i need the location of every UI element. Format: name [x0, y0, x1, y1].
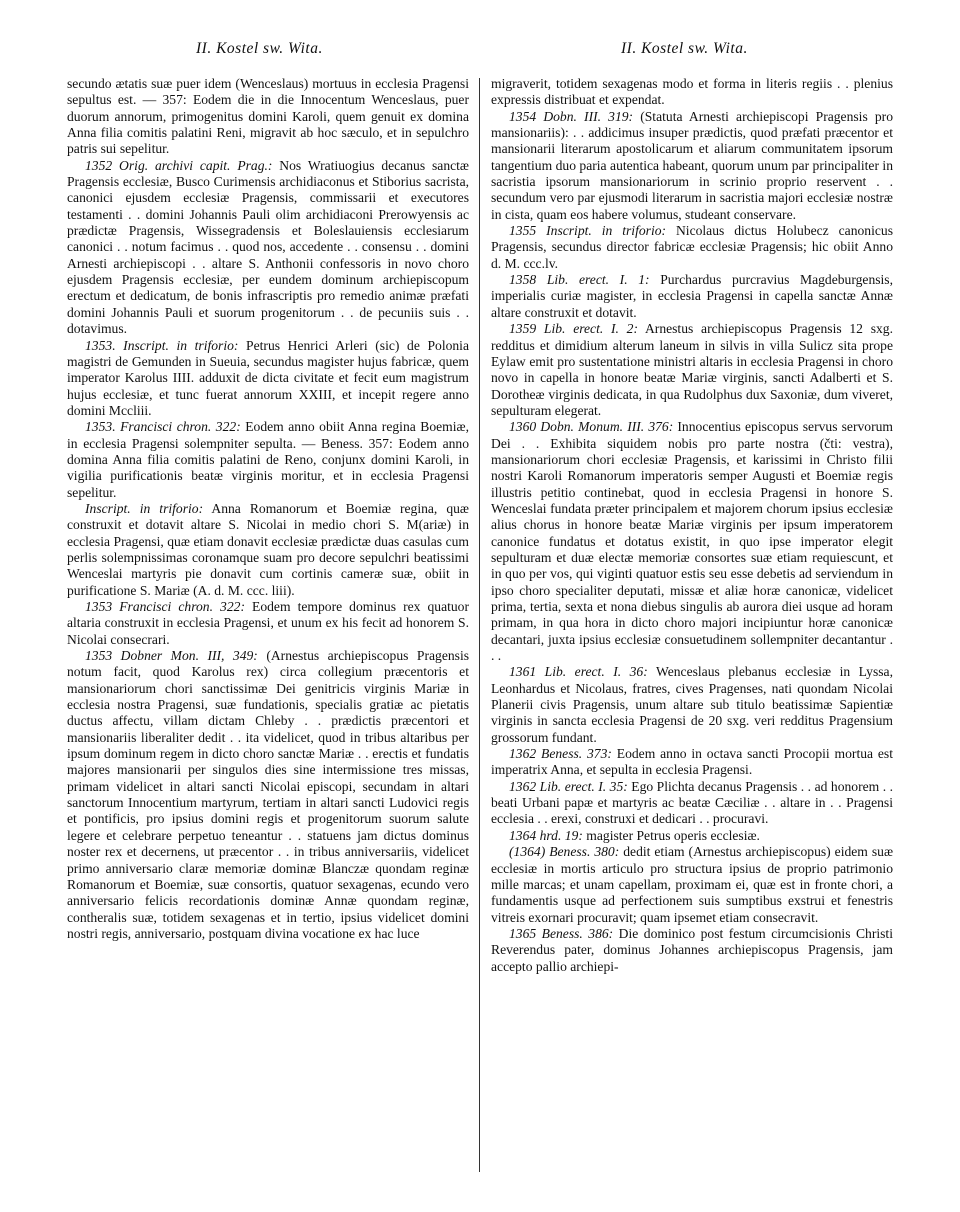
paragraph: 1361 Lib. erect. I. 36: Wenceslaus plebanus ecclesiæ in Lyssa, Leonhardus et Nicolaus, fratres, cives Pragenses, nati quondam Nicolai Planerii civis Pragensis, unum altare sub titulo beatissimæ Sapientiæ virginis in sancta ecclesia Pragensi de 20 sxg. veri redditus Pragensium grossorum fundant. — [491, 664, 893, 745]
paragraph: migraverit, totidem sexagenas modo et forma in literis regiis . . plenius expressis distribuat et expendat. — [491, 76, 893, 108]
paragraph: (1364) Beness. 380: dedit etiam (Arnestus archiepiscopus) eidem suæ ecclesiæ in mortis articulo pro structura ipsius de proprio patrimonio mille marcas; et unam capellam, proximam ei, quæ est in fronte chori, a fundamentis usque ad perfectionem suis sumptibus exstrui et fenestris vitreis exornari procuravit; quam ipsemet etiam consecravit. — [491, 844, 894, 925]
paragraph: 1364 hrd. 19: magister Petrus operis ecclesiæ. — [509, 827, 760, 843]
paragraph: 1359 Lib. erect. I. 2: Arnestus archiepiscopus Pragensis 12 sxg. redditus et dimidium alterum laneum in silvis in villa Sulicz sita prope Eylaw emit pro sustentatione ministri altaris in ecclesia Pragensi in choro novo in capella in honore beatæ Mariæ virginis, sancti Adalberti et S. Dorotheæ virginis dedicata, in qua Rudolphus dux Saxoniæ, dum viveret, sepulturam elegerat. — [491, 321, 893, 418]
paragraph: 1362 Lib. erect. I. 35: Ego Plichta decanus Pragensis . . ad honorem . . beati Urbani papæ et martyris ac beatæ Cæciliæ . . altare in . . Pragensi ecclesia . . erexi, construxi et dedicari . . procuravi. — [491, 778, 893, 827]
paragraph: 1353 Francisci chron. 322: Eodem tempore dominus rex quatuor altaria construxit in ecclesia Pragensi, et unum ex his fecit ad honorem S. Nicolai consecrari. — [67, 599, 470, 647]
paragraph: 1353. Francisci chron. 322: Eodem anno obiit Anna regina Boemiæ, in ecclesia Pragensi solempniter sepulta. — Beness. 357: Eodem anno domina Anna filia comitis palatini de Reno, conjunx domini Karoli, in vigilia purificationis beatæ virginis moritur, et in ecclesia Pragensi sepelitur. — [67, 419, 469, 500]
paragraph: 1365 Beness. 386: Die dominico post festum circumcisionis Christi Reverendus pater, dominus Johannes archiepiscopus Pragensis, jam accepto pallio archiepi- — [491, 925, 893, 974]
paragraph: 1355 Inscript. in triforio: Nicolaus dictus Holubecz canonicus Pragensis, secundus director fabricæ ecclesiæ Pragensis; hic obiit Anno d. M. ccc.lv. — [491, 223, 893, 271]
paragraph: 1362 Beness. 373: Eodem anno in octava sancti Procopii mortua est imperatrix Anna, et sepulta in ecclesia Pragensi. — [491, 746, 893, 778]
paragraph: 1358 Lib. erect. I. 1: Purchardus purcravius Magdeburgensis, imperialis curiæ magister, in ecclesia Pragensi in capella sanctæ Annæ altare construxit et dotavit. — [491, 272, 893, 320]
paragraph: 1354 Dobn. III. 319: (Statuta Arnesti archiepiscopi Pragensis pro mansionariis): . . addicimus insuper prædictis, quod præfati præcentor et mansionarii literarum apostolicarum et aliarum communitatem ipsorum tangentium duo paria autentica habeant, quorum unum par principaliter in sacristia ipsorum mansionariorum in scrinio proprio reservent . . secundum vero par ejusmodi literarum in sacristia majori ecclesiæ nostræ in cista, quam eos habere volumus, studeant conservare. — [491, 108, 893, 222]
paragraph: secundo ætatis suæ puer idem (Wenceslaus) mortuus in ecclesia Pragensi sepultus est. — 357: Eodem die in die Innocentum Wenceslaus, puer duorum annorum, primogenitus domini Karoli, quem genuit ex domina Anna filia comitis palatini Reni, migravit ab hoc sæculo, et in sepulchro patris sui sepelitur. — [67, 76, 469, 157]
paragraph: 1353. Inscript. in triforio: Petrus Henrici Arleri (sic) de Polonia magistri de Gemunden in Sueuia, secundus magister hujus fabricæ, quem imperator Karolus IIII. adduxit de dicta civitate et fecit eum magistrum hujus ecclesiæ, et tunc fuerat annorum XXIII, et incepit regere anno domini Mccliii. — [67, 337, 469, 418]
left-column — [67, 76, 469, 942]
paragraph: 1353 Dobner Mon. III, 349: (Arnestus archiepiscopus Pragensis notum facit, quod Karolus rex) circa collegium præcentoris et mansionariorum chori sanctissimæ Dei genitricis virginis Mariæ in ecclesia nostra Pragensi, suæ fundationis, specialis gratiæ ac pietatis ductus affectu, villam dictam Chleby . . prædictis præcentori et mansionariis liberaliter dedit . . ita videlicet, quod in tribus altaribus per ipsum dominum regem in dicto choro sanctæ Mariæ . . erectis et fundatis majores mansionarii per singulos dies sine intermissione tres missas, primam videlicet in altari sancti Nicolai episcopi, secundam in altari sanctorum Innocentium martyrum, tertiam in altari sancti Ludovici regis et pontificis, pro ipsius domini regis et progenitorum suorum salute legere et celebrare perpetuo teneantur . . statuens jam dictus dominus noster rex et decernens, ut præcentor . . in tribus anniversariis, videlicet primo anniversario claræ memoriæ dominæ Blanczæ quondam reginæ Romanorum et Boemiæ, suæ consortis, quatuor sexagenas, ecundo vero anniversario felicis recordationis dominæ Annæ quondam reginæ, contheralis suæ, totidem sexagenas et in tertio, ipsius videlicet domini nostri regis, anniversario, postquam divina vocatione ex hac luce — [67, 648, 470, 941]
paragraph: 1352 Orig. archivi capit. Prag.: Nos Wratiuogius decanus sanctæ Pragensis ecclesiæ, Busco Curimensis archidiaconus et Stiborius sacrista, canonici ejusdem ecclesiæ Pragensis, commissarii et executores testamenti . . domini Johannis Pauli olim archidiaconi Prerowyensis ac prædictæ Pragensis, Wissegradensis et Boleslauiensis ecclesiarum canonici . . notum facimus . . quod nos, accedente . . consensu . . domini Arnesti archiepiscopi . . altare S. Anthonii confessoris in novo choro ejusdem Pragensis ecclesiæ, per eundem dominum archiepiscopum erectum et dedicatum, de bonis infrascriptis pro remedio animæ præfati domini Johannis Pauli et suorum progenitorum . . de pecuniis suis . . dotavimus. — [67, 157, 469, 337]
running-head-left: II. Kostel sw. Wita. — [196, 40, 323, 57]
right-column — [491, 76, 893, 975]
paragraph: Inscript. in triforio: Anna Romanorum et Boemiæ regina, quæ construxit et dotavit altare S. Nicolai in medio chori S. M(ariæ) in ecclesia Pragensi, quæ etiam donavit ecclesiæ prædictæ duas casulas cum perlis solempnissimas coronamque suam pro decore sepulchri beatissimi Wenceslai martyris pie donavit cum cortinis cameræ suæ, obiit in purificatione S. Mariæ (A. d. M. ccc. liii). — [67, 500, 469, 598]
running-head-right: II. Kostel sw. Wita. — [621, 40, 748, 57]
column-divider — [479, 78, 480, 1172]
paragraph: 1360 Dobn. Monum. III. 376: Innocentius episcopus servus servorum Dei . . Exhibita siquidem nobis pro parte nostra (čti: vestra), mansionariorum chori ecclesiæ Pragensis, et karissimi in Christo filii nostri Karoli Romanorum imperatoris semper Augusti et Boemiæ regis illustris petitio continebat, quod in ecclesia Pragensi in honore S. Wenceslai fundata præter principalem et majorem chorum ipsius ecclesiæ alius chorus in honore beatæ Mariæ virginis per ipsum imperatorem canonice fundatus et dotatus existit, in quo ipse imperator elegit sepulturam et duæ electæ memoriæ consortes suæ etiam requiescunt, et in quo per vos, qui viginti quatuor estis seu esse debetis ad serviendum in ipso choro specialiter deputati, missæ et aliæ horæ canonicæ, videlicet prima, tertia, sexta et nona diebus singulis ab aurora diei usque ad horam primam, in qua hora in dicto choro majori incipiuntur horæ canonicæ decantari, juxta ipsius ecclesiæ consuetudinem sollempniter decantantur . . . — [491, 419, 893, 664]
